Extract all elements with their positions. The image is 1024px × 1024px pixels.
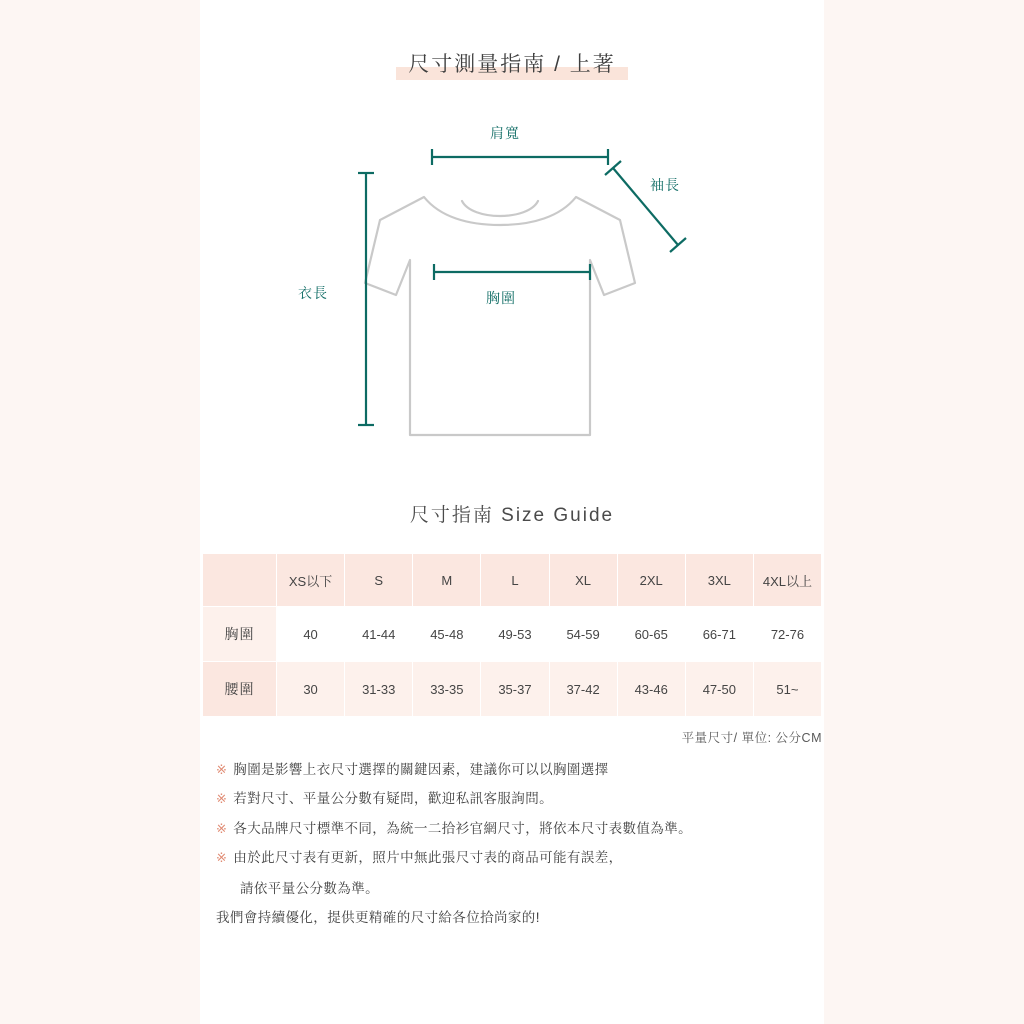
table-cell: 51~ — [753, 662, 821, 717]
label-shoulder-width: 肩寬 — [490, 125, 520, 141]
table-cell: 72-76 — [753, 607, 821, 662]
note-text: 由於此尺寸表有更新，照片中無此張尺寸表的商品可能有誤差， — [233, 849, 623, 865]
table-row — [203, 607, 822, 662]
note-text: 胸圍是影響上衣尺寸選擇的關鍵因素，建議你可以以胸圍選擇 — [233, 762, 609, 777]
table-col-header: 4XL以上 — [753, 554, 821, 607]
note-text: 若對尺寸、平量公分數有疑問，歡迎私訊客服詢問。 — [233, 791, 553, 807]
label-chest: 胸圍 — [486, 290, 516, 306]
note-mark-icon: ※ — [216, 849, 228, 865]
note-item — [216, 789, 816, 809]
label-sleeve-length: 袖長 — [650, 177, 680, 193]
table-col-header: S — [345, 554, 413, 607]
table-cell: 43-46 — [617, 662, 685, 717]
table-cell: 30 — [277, 662, 345, 717]
notes-list — [216, 760, 816, 926]
label-garment-length: 衣長 — [298, 285, 328, 301]
table-col-header: 3XL — [685, 554, 753, 607]
note-mark-icon: ※ — [216, 791, 228, 807]
table-col-header: XL — [549, 554, 617, 607]
garment-diagram — [200, 105, 824, 465]
table-corner-cell — [203, 554, 277, 607]
table-cell: 66-71 — [685, 607, 753, 662]
page-content — [200, 0, 824, 1024]
size-table — [202, 553, 822, 717]
table-cell: 47-50 — [685, 662, 753, 717]
right-margin-band — [824, 0, 1024, 1024]
left-margin-band — [0, 0, 200, 1024]
table-cell: 37-42 — [549, 662, 617, 717]
table-cell: 31-33 — [345, 662, 413, 717]
size-guide-heading: 尺寸指南 Size Guide — [409, 505, 615, 526]
note-item — [216, 819, 816, 839]
table-cell: 54-59 — [549, 607, 617, 662]
table-col-header: XS以下 — [277, 554, 345, 607]
note-continuation: 請依平量公分數為準。 — [240, 881, 379, 896]
note-mark-icon: ※ — [216, 762, 228, 777]
tshirt-illustration — [200, 105, 824, 465]
table-col-header: M — [413, 554, 481, 607]
note-text: 各大品牌尺寸標準不同，為統一二拾衫官網尺寸，將依本尺寸表數值為準。 — [233, 820, 692, 836]
table-cell: 35-37 — [481, 662, 549, 717]
table-cell: 60-65 — [617, 607, 685, 662]
table-header-row — [203, 554, 822, 607]
note-mark-icon: ※ — [216, 820, 228, 836]
table-col-header: L — [481, 554, 549, 607]
measurement-unit-note: 平量尺寸/ 單位: 公分CM — [681, 731, 822, 745]
table-row — [203, 662, 822, 717]
table-row-label: 胸圍 — [203, 607, 277, 662]
page-title-text: 尺寸測量指南 / 上著 — [408, 53, 616, 76]
table-cell: 49-53 — [481, 607, 549, 662]
note-item — [216, 760, 816, 780]
closing-note: 我們會持續優化，提供更精確的尺寸給各位拾尚家的! — [216, 910, 540, 925]
page-title — [200, 46, 824, 82]
table-col-header: 2XL — [617, 554, 685, 607]
table-cell: 33-35 — [413, 662, 481, 717]
table-row-label: 腰圍 — [203, 662, 277, 717]
table-cell: 40 — [277, 607, 345, 662]
table-cell: 45-48 — [413, 607, 481, 662]
table-cell: 41-44 — [345, 607, 413, 662]
size-table-wrapper — [202, 553, 822, 717]
note-item — [216, 848, 816, 868]
